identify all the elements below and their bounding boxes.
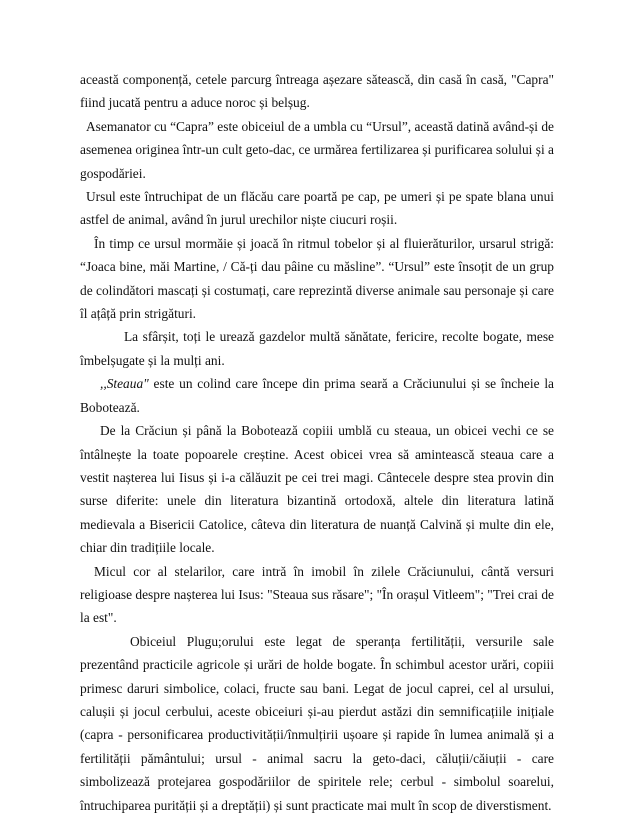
paragraph-steaua-intro: [80, 372, 554, 419]
paragraph-steaua-history: De la Crăciun și până la Bobotează copiii umblă cu steaua, un obicei vechi ce se întâlnește la toate popoarele creștine. Acest obicei vrea să amintească steaua care a vestit nașterea lui Iisus și i-a călăuzit pe cei trei magi. Cântecele despre stea provin din surse diferite: unele din literatura bizantină ortodoxă, altele din literatura latină medievala a Bisericii Catolice, câteva din literatura de nuanță Calvină și multe din ele, chiar din tradițiile locale.: [80, 423, 554, 556]
paragraph-plugusorul: Obiceiul Plugu;orului este legat de speranța fertilității, versurile sale prezentând practicile agricole și urări de holde bogate. În schimbul acestor urări, copiii primesc daruri simbolice, colaci, fructe sau bani. Legat de jocul caprei, cel al ursului, calușii și jocul cerbului, aceste obiceiuri și-au pierdut astăzi din semnificațiile inițiale (capra - personificarea productivității/înmulțirii ușoare și rapide în lumea animală și a fertilității pământului; ursul - animal sacru la geto-daci, căluții/căiuții - care simbolizează protejarea gospodăriilor de spiritele rele; cerbul - simbolul soarelui, întruchiparea purității și a dreptății) și sunt practicate mai mult în scop de diverstisment.: [80, 633, 554, 813]
document-body: [80, 68, 554, 817]
steaua-intro-text: este un colind care începe din prima seară a Crăciunului și se încheie la Bobotează.: [80, 376, 554, 415]
paragraph-stelari: Micul cor al stelarilor, care intră în imobil în zilele Crăciunului, cântă versuri religioase despre nașterea lui Isus: "Steaua sus răsare"; "În orașul Vitleem"; "Trei crai de la est".: [80, 563, 554, 626]
paragraph-ursul-description: Ursul este întruchipat de un flăcău care poartă pe cap, pe umeri și pe spate blana unui astfel de animal, având în jurul urechilor niște ciucuri roșii.: [80, 189, 554, 228]
paragraph-capra-end: această componență, cetele parcurg întreaga așezare sătească, din casă în casă, "Capra" fiind jucată pentru a aduce noroc și belșug.: [80, 72, 554, 111]
paragraph-wishes: La sfârșit, toți le urează gazdelor multă sănătate, fericire, recolte bogate, mese îmbelșugate și la mulți ani.: [80, 329, 554, 368]
steaua-title: ,,Steaua": [100, 376, 149, 392]
paragraph-ursul-dance: În timp ce ursul mormăie și joacă în ritmul tobelor și al fluierăturilor, ursarul strigă: “Joaca bine, măi Martine, / Că-ți dau pâine cu măsline”. “Ursul” este însoțit de un grup de colindători mascați și costumați, care reprezintă diverse animale sau personaje și care îl ațâță prin strigături.: [80, 235, 554, 322]
paragraph-ursul-intro: Asemanator cu “Capra” este obiceiul de a umbla cu “Ursul”, această datină având-și de asemenea originea într-un cult geto-dac, ce urmărea fertilizarea și purificarea solului și a gospodăriei.: [80, 118, 554, 181]
